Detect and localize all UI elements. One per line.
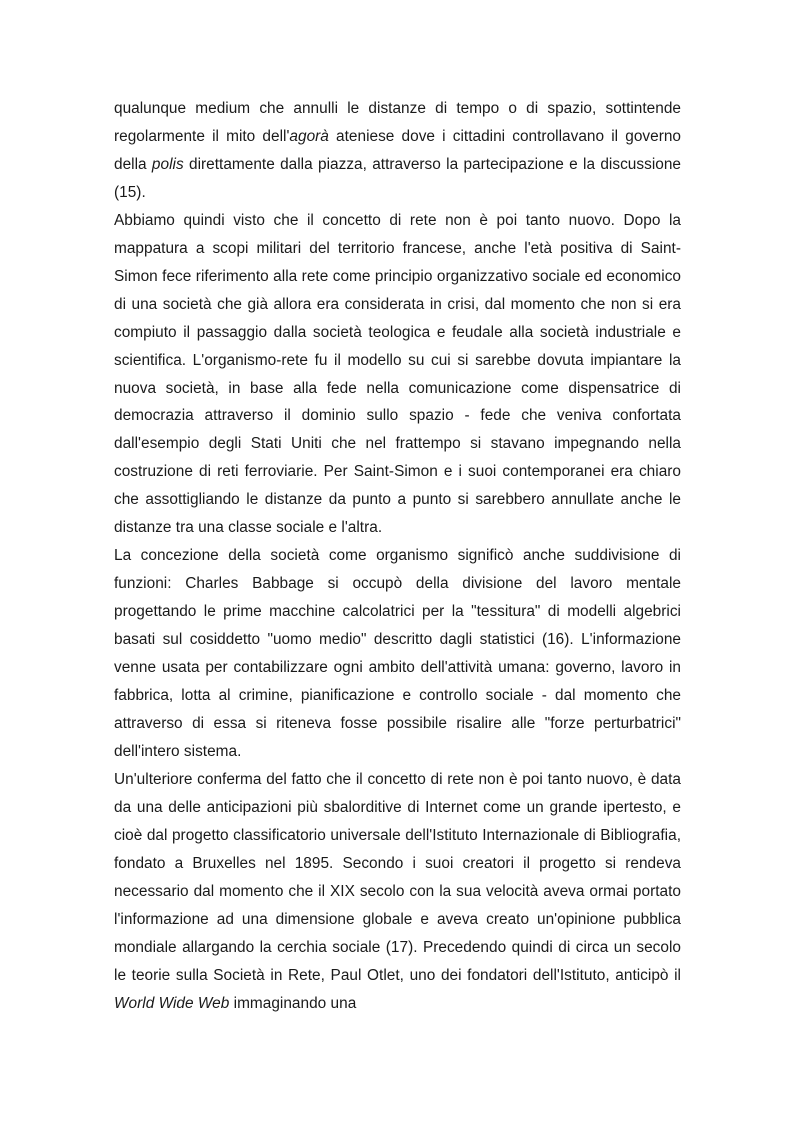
italic-term-polis: polis: [151, 155, 184, 173]
text-run: direttamente dalla piazza, attraverso la partecipazione e la discussione (15).: [114, 155, 681, 201]
text-run: Abbiamo quindi visto che il concetto di rete non è poi tanto nuovo. Dopo la mappatura a scopi militari del territorio francese, anche l'età positiva di Saint-Simon fece riferimento alla rete come principio organizzativo sociale ed economico di una società che già allora era considerata in crisi, dal momento che non si era compiuto il passaggio dalla società teologica e feudale alla società industriale e scientifica. L'organismo-rete fu il modello su cui si sarebbe dovuta impiantare la nuova società, in base alla fede nella comunicazione come dispensatrice di democrazia attraverso il dominio sullo spazio - fede che veniva confortata dall'esempio degli Stati Uniti che nel frattempo si stavano impegnando nella costruzione di reti ferroviarie. Per Saint-Simon e i suoi contemporanei era chiaro che assottigliando le distanze da punto a punto si sarebbero annullate anche le distanze tra una classe sociale e l'altra.: [114, 211, 681, 537]
italic-term-www: World Wide Web: [114, 994, 230, 1012]
paragraph-otlet: [114, 766, 681, 1018]
paragraph-babbage: [114, 542, 681, 766]
italic-term-agora: agorà: [289, 127, 329, 145]
text-run: qualunque medium che annulli le distanze di tempo o di spazio, sottintende regolarmente il mito dell': [114, 100, 681, 145]
text-run: immaginando una: [229, 994, 357, 1012]
paragraph-saint-simon: [114, 207, 681, 542]
text-run: ateniese dove i cittadini controllavano il governo della: [114, 127, 682, 173]
text-run: Un'ulteriore conferma del fatto che il concetto di rete non è poi tanto nuovo, è data da una delle anticipazioni più sbalorditive di Internet come un grande ipertesto, e cioè dal progetto classificatorio universale dell'Istituto Internazionale di Bibliografia, fondato a Bruxelles nel 1895. Secondo i suoi creatori il progetto si rendeva necessario dal momento che il XIX secolo con la sua velocità aveva ormai portato l'informazione ad una dimensione globale e aveva creato un'opinione pubblica mondiale allargando la cerchia sociale (17). Precedendo quindi di circa un secolo le teorie sulla Società in Rete, Paul Otlet, uno dei fondatori dell'Istituto, anticipò il: [114, 770, 681, 984]
document-body: [114, 95, 681, 1017]
paragraph-polis: [114, 95, 681, 207]
text-run: La concezione della società come organismo significò anche suddivisione di funzioni: Charles Babbage si occupò della divisione del lavoro mentale progettando le prime macchine calcolatrici per la "tessitura" di modelli algebrici basati sul cosiddetto "uomo medio" descritto dagli statistici (16). L'informazione venne usata per contabilizzare ogni ambito dell'attività umana: governo, lavoro in fabbrica, lotta al crimine, pianificazione e controllo sociale - dal momento che attraverso di essa si riteneva fosse possibile risalire alle "forze perturbatrici" dell'intero sistema.: [114, 547, 681, 760]
